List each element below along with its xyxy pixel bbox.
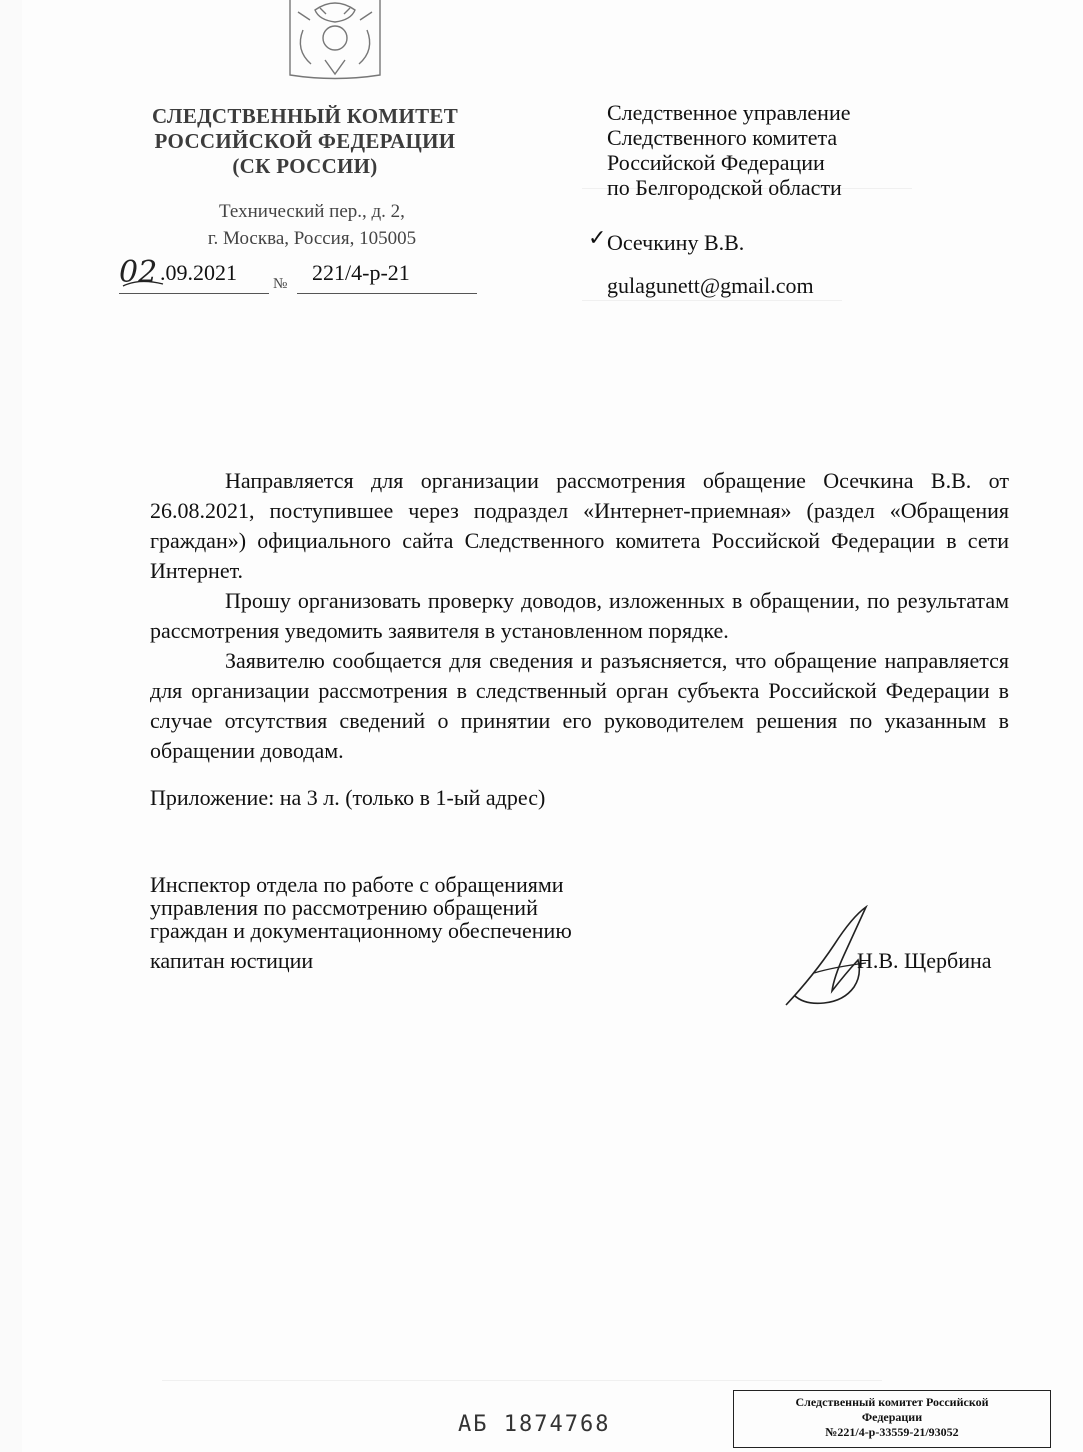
registration-number: 221/4-р-21 xyxy=(312,260,410,285)
letter-page xyxy=(22,0,1083,1452)
body-paragraph: Заявителю сообщается для сведения и разъясняется, что обращение направляется для организации рассмотрения в следственный орган субъекта Российской Федерации в случае отсутствия сведений о принятии его руководителем решения по указанным в обращении доводам. xyxy=(150,648,1009,763)
signatory-position xyxy=(150,873,572,942)
sender-organization xyxy=(147,104,463,179)
stamp-line: Федерации xyxy=(861,1410,923,1424)
recipient-line: Следственное управление xyxy=(607,100,851,125)
sender-address-line: г. Москва, Россия, 105005 xyxy=(207,228,417,249)
letter-body xyxy=(150,466,1009,766)
date-printed: .09.2021 xyxy=(160,260,237,285)
sender-org-line: (СК РОССИИ) xyxy=(232,154,378,178)
svg-text:02: 02 xyxy=(119,255,158,290)
body-paragraph: Прошу организовать проверку доводов, изложенных в обращении, по результатам рассмотрения уведомить заявителя в установленном порядке. xyxy=(150,588,1009,643)
sender-org-line: СЛЕДСТВЕННЫЙ КОМИТЕТ xyxy=(151,104,459,128)
signatory-rank: капитан юстиции xyxy=(150,948,314,973)
check-mark-icon: ✓ xyxy=(588,226,607,251)
recipient-block xyxy=(607,100,851,200)
sender-address xyxy=(162,198,462,252)
bleed-through xyxy=(162,1380,882,1381)
recipient-line: Следственного комитета xyxy=(607,125,838,150)
sender-org-line: РОССИЙСКОЙ ФЕДЕРАЦИИ xyxy=(154,129,456,153)
recipient-line: по Белгородской области xyxy=(607,175,842,200)
number-sign: № xyxy=(273,276,288,292)
attachment-note: Приложение: на 3 л. (только в 1-ый адрес) xyxy=(150,785,546,810)
position-line: Инспектор отдела по работе с обращениями xyxy=(150,872,564,897)
coat-of-arms-icon xyxy=(270,0,400,80)
addressee: Осечкину В.В. xyxy=(607,230,745,255)
stamp-line: Следственный комитет Российской xyxy=(795,1395,989,1409)
form-serial-number: АБ 1874768 xyxy=(458,1412,611,1437)
signatory-name: Н.В. Щербина xyxy=(857,948,992,973)
bleed-through xyxy=(582,300,842,301)
recipient-line: Российской Федерации xyxy=(607,150,825,175)
registration-stamp xyxy=(733,1390,1051,1448)
sender-address-line: Технический пер., д. 2, xyxy=(219,201,405,222)
recipient-email: gulagunett@gmail.com xyxy=(607,273,814,298)
body-paragraph: Направляется для организации рассмотрения обращение Осечкина В.В. от 26.08.2021, поступившее через подраздел «Интернет-приемная» (раздел «Обращения граждан») официального сайта Следственного комитета Российской Федерации в сети Интернет. xyxy=(150,468,1009,583)
bleed-through xyxy=(582,188,912,189)
stamp-line: №221/4-р-33559-21/93052 xyxy=(825,1425,959,1439)
position-line: управления по рассмотрению обращений xyxy=(150,895,538,920)
position-line: граждан и документационному обеспечению xyxy=(150,918,572,943)
